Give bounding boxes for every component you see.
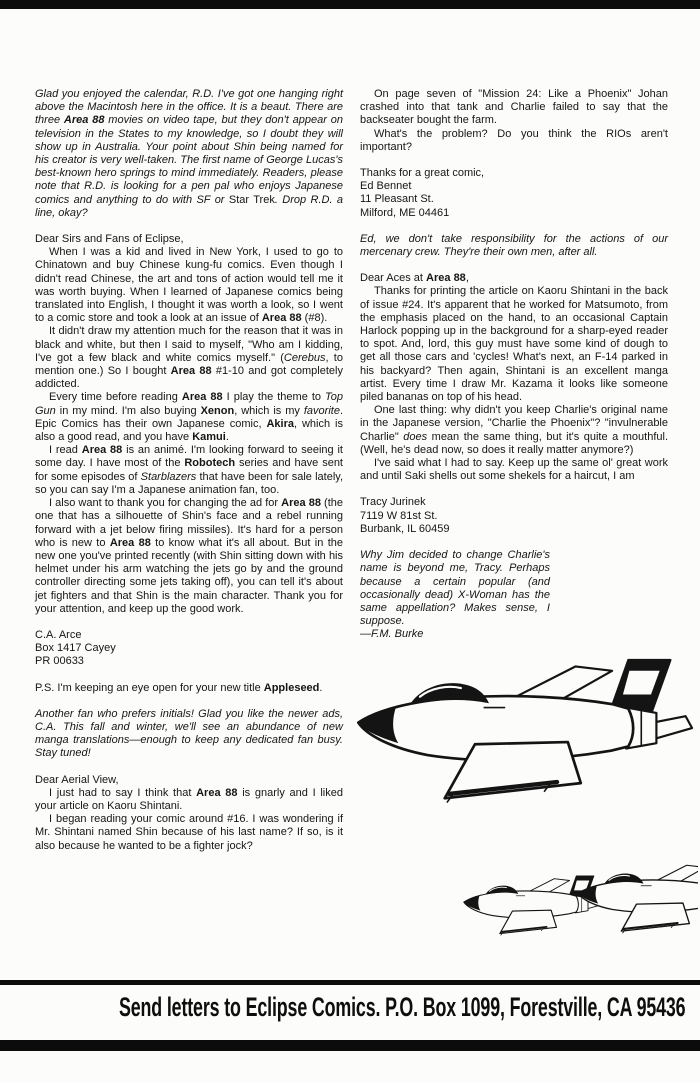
top-rule (0, 0, 700, 9)
letter-paragraph: I read Area 88 is an animé. I'm looking forward to seeing it some day. I have most of the Robotech series and have sent for some episodes of Starblazers that have been for sale lately, so you can say I'm a Japanese animation fan, too. (35, 444, 343, 496)
letter-salutation: Dear Sirs and Fans of Eclipse, (35, 233, 184, 246)
editor-signature: —F.M. Burke (360, 628, 424, 641)
fighter-jets-illustration (350, 618, 698, 980)
illustration-spacer (550, 548, 668, 620)
editor-reply: Ed, we don't take responsibility for the actions of our mercenary crew. They're their own men, after all. (360, 232, 668, 259)
editor-reply: Another fan who prefers initials! Glad you like the newer ads, C.A. This fall and winter, we'll see an abundance of new manga translations—enough to keep any dedicated fan busy. Stay tuned! (35, 707, 343, 760)
letter-writer-address: C.A. Arce Box 1417 Cayey PR 00633 (35, 628, 116, 668)
letter-paragraph: I just had to say I think that Area 88 is gnarly and I liked your article on Kaoru Shintani. (35, 786, 343, 812)
letter-paragraph: It didn't draw my attention much for the reason that it was in black and white, but then I said to myself, "Who am I kidding, I've got a few black and white comics myself." (Cerebus, to mention one.) So I bought Area 88 #1-10 and got completely addicted. (35, 325, 343, 391)
footer-address: Send letters to Eclipse Comics. P.O. Box 1099, Forestville, CA 95436 (118, 992, 686, 1022)
letter-paragraph: When I was a kid and lived in New York, I used to go to Chinatown and buy Chinese kung-fu comics. Even though I didn't read Chinese, the art and tons of action would tell me it was worth buying. When I learned of Japanese comics being translated into English, I thought it was worth a look, so I went to a comic store and took a look at an issue of Area 88 (#8). (35, 246, 343, 325)
letter-writer-address: Tracy Jurinek 7119 W 81st St. Burbank, IL 60459 (360, 496, 450, 535)
letter-paragraph: Thanks for printing the article on Kaoru Shintani in the back of issue #24. It's apparent that he worked for Matsumoto, from the emphasis placed on the hand, to an occasional Captain Harlock popping up in the background for a sharp-eyed reader to spot. And, lord, this guy must have some kind of dough to get all those cars and 'cycles! What's next, an F-14 parked in his backyard? Then again, Shintani is an excellent manga artist. Every time I draw Mr. Kazama it looks like someone piled bananas on top of his head. (360, 285, 668, 404)
letter-paragraph: One last thing: why didn't you keep Charlie's original name in the Japanese version, "Charlie the Phoenix"? "invulnerable Charlie" does mean the same thing, but it's quite a mouthful. (Well, he's dead now, so does it really matter anymore?) (360, 404, 669, 456)
letter-paragraph: I also want to thank you for changing the ad for Area 88 (the one that has a silhouette of Shin's face and a rebel running forward with a jet below firing missiles). It's hard for a person who is new to Area 88 to know what it's all about. But in the new one you've printed recently (with Shin sitting down with his helmet under his arm watching the jets go by and the ground controller directing some jets taking off), you can tell it's about jet fighters and that Shin is the main character. Thank you for your attention, and keep up the good work. (35, 497, 343, 615)
letter-paragraph: I began reading your comic around #16. I was wondering if Mr. Shintani named Shin because of his last name? If so, is it also because he wanted to be a fighter jock? (35, 813, 343, 852)
letter-writer-address: Thanks for a great comic, Ed Bennet 11 Pleasant St. Milford, ME 04461 (360, 167, 485, 219)
letter-paragraph: I've said what I had to say. Keep up the same ol' great work and until Saki shells out some shekels for a haircut, I am (360, 457, 668, 483)
letter-paragraph: On page seven of "Mission 24: Like a Phoenix" Johan crashed into that tank and Charlie failed to say that the backseater bought the farm. (360, 88, 668, 127)
editor-reply: Glad you enjoyed the calendar, R.D. I've got one hanging right above the Macintosh here in the office. It is a beaut. There are three Area 88 movies on video tape, but they don't appear on television in the States to my knowledge, so I doubt they will show up in Australia. Your point about Shin being named for his creator is very well-taken. The first name of George Lucas's best-known hero springs to mind immediately. Readers, please note that R.D. is looking for a pen pal who enjoys Japanese comics and anything to do with SF or Star Trek. Drop R.D. a line, okay? (35, 88, 344, 219)
editor-reply: Why Jim decided to change Charlie's name is beyond me, Tracy. Perhaps because a certain popular (and occasionally dead) X-Woman has the same appellation? Makes sense, I suppose. (360, 549, 550, 628)
bottom-rule (0, 1040, 700, 1051)
letter-salutation: Dear Aerial View, (35, 773, 119, 786)
letter-paragraph: What's the problem? Do you think the RIOs aren't important? (360, 127, 668, 153)
letter-salutation: Dear Aces at Area 88, (360, 272, 469, 285)
letter-paragraph: Every time before reading Area 88 I play the theme to Top Gun in my mind. I'm also buying Xenon, which is my favorite. Epic Comics has their own Japanese comic, Akira, which is also a good read, and you have Kamui. (35, 391, 344, 444)
left-column (35, 88, 343, 853)
letter-postscript: P.S. I'm keeping an eye open for your new title Appleseed. (35, 681, 323, 694)
footer-top-rule (0, 980, 700, 985)
